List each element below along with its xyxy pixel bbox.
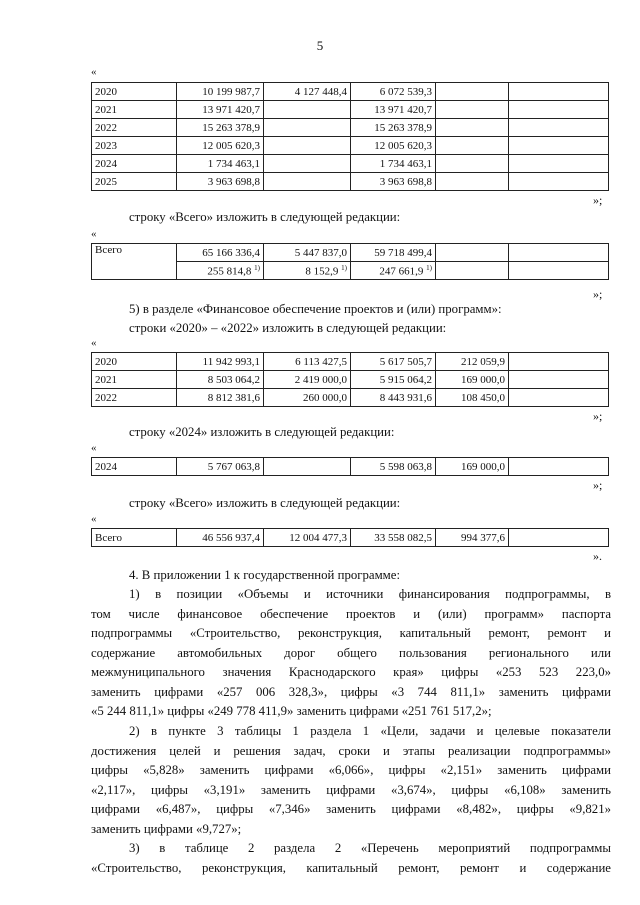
paragraph-line: межмуниципального значения Краснодарского края» цифры «253 523 223,0» [91,665,611,679]
table-total-2 [91,528,609,547]
table-cell: 46 556 937,4 [177,529,264,547]
table-cell: 13 971 420,7 [177,101,264,119]
footnote-mark: 1) [341,263,347,272]
cell-value: 247 661,9 [379,265,424,278]
row-label: Всего [92,529,177,547]
table-row [92,371,609,389]
open-quote: « [91,337,97,349]
table-cell [436,83,509,101]
table-cell [509,83,609,101]
table-cell [436,155,509,173]
paragraph-line: «2,117», цифры «3,191» заменить цифрами «3,674», цифры «6,108» заменить [91,782,611,797]
close-quote: »; [593,287,603,301]
row-label: 2025 [92,173,177,191]
table-row [92,119,609,137]
table-cell [264,458,351,476]
table-cell [509,371,609,389]
table-cell [436,262,509,280]
row-label: 2021 [92,371,177,389]
row-label: 2021 [92,101,177,119]
paragraph-line: «Строительство, реконструкция, капитальный ремонт, ремонт и содержание [91,860,611,875]
table-cell: 3 963 698,8 [177,173,264,191]
table-cell: 6 113 427,5 [264,353,351,371]
table-cell [509,389,609,407]
row-label: 2020 [92,353,177,371]
table-cell: 12 005 620,3 [177,137,264,155]
paragraph-1 [91,585,611,722]
open-quote: « [91,228,97,240]
paragraph-line: 2) в пункте 3 таблицы 1 раздела 1 «Цели, задачи и целевые показатели [129,724,611,738]
paragraph-line: заменить цифрами «257 006 328,3», цифры «3 744 811,1» заменить цифрами [91,684,611,699]
paragraph-line: подпрограммы «Строительство, реконструкция, капитальный ремонт, ремонт и [91,626,611,640]
table-cell: 5 617 505,7 [351,353,436,371]
footnote-mark: 1) [254,263,260,272]
table-cell: 5 915 064,2 [351,371,436,389]
table-row [92,389,609,407]
table-years-2020-2025 [91,82,609,191]
paragraph-line: 3) в таблице 2 раздела 2 «Перечень мероприятий подпрограммы [129,841,611,855]
paragraph-2 [91,722,611,839]
table-cell: Всего [92,244,177,280]
table-cell: 12 005 620,3 [351,137,436,155]
table-cell [509,262,609,280]
paragraph-line: содержание автомобильных дорог общего пользования регионального или [91,645,611,660]
table-cell [177,262,264,280]
table-cell: 12 004 477,3 [264,529,351,547]
table-cell: 15 263 378,9 [351,119,436,137]
table-year-2024 [91,457,609,476]
table-cell [436,101,509,119]
table-cell: 8 503 064,2 [177,371,264,389]
table-total [91,243,609,280]
table-cell: 59 718 499,4 [351,244,436,262]
table-cell: 6 072 539,3 [351,83,436,101]
paragraph-line: «5 244 811,1» цифры «249 778 411,9» заменить цифрами «251 761 517,2»; [91,704,492,718]
cell-value: 8 152,9 [305,265,339,278]
table-cell: 108 450,0 [436,389,509,407]
close-quote: ». [593,549,602,563]
table-cell [509,529,609,547]
paragraph-line: цифрами «6,487», цифры «7,346» заменить цифрами «8,482», цифры «9,821» [91,802,611,816]
row-label: 2023 [92,137,177,155]
table-cell [264,173,351,191]
table-cell: 1 734 463,1 [351,155,436,173]
table-row [92,101,609,119]
close-quote: »; [593,409,603,423]
table-cell: 10 199 987,7 [177,83,264,101]
paragraph-line: заменить цифрами «9,727»; [91,821,242,836]
table-cell [509,137,609,155]
table-cell [509,155,609,173]
paragraph-line: 1) в позиции «Объемы и источники финансирования подпрограммы, в [129,587,611,601]
row-label: 2022 [92,119,177,137]
page-number: 5 [316,38,324,53]
cell-value: 255 814,8 [207,265,252,278]
table-cell: 65 166 336,4 [177,244,264,262]
table-cell: 33 558 082,5 [351,529,436,547]
table-cell [509,119,609,137]
item-5-sub: строки «2020» – «2022» изложить в следующей редакции: [129,321,447,335]
table-cell [264,137,351,155]
paragraph-3 [91,839,611,878]
row-label: 2022 [92,389,177,407]
table-cell [264,119,351,137]
table-cell: 11 942 993,1 [177,353,264,371]
table-row [92,173,609,191]
table-row [92,244,609,262]
table-cell [436,173,509,191]
table-cell [436,137,509,155]
table-years-2020-2022 [91,352,609,407]
table-cell [264,262,351,280]
table-cell: 5 447 837,0 [264,244,351,262]
paragraph-line: достижения целей и решения задач, сроки и этапы реализации подпрограммы» [91,743,611,758]
table-cell: 260 000,0 [264,389,351,407]
table-cell [509,353,609,371]
table-row [92,353,609,371]
table-cell [436,244,509,262]
table-row [92,458,609,476]
table-cell [509,173,609,191]
table-cell: 5 767 063,8 [177,458,264,476]
table-row [92,155,609,173]
table-cell [264,101,351,119]
instruction-total-row-2: строку «Всего» изложить в следующей редакции: [129,496,401,510]
row-label: 2024 [92,155,177,173]
table-cell: 1 734 463,1 [177,155,264,173]
footnote-mark: 1) [426,263,432,272]
paragraph-line: том числе финансовое обеспечение проектов и (или) программ» паспорта [91,606,611,621]
table-cell: 8 443 931,6 [351,389,436,407]
open-quote: « [91,66,97,78]
table-cell [509,244,609,262]
table-cell: 212 059,9 [436,353,509,371]
table-cell: 169 000,0 [436,371,509,389]
table-cell: 8 812 381,6 [177,389,264,407]
table-cell: 169 000,0 [436,458,509,476]
table-cell [436,119,509,137]
table-cell: 994 377,6 [436,529,509,547]
table-cell: 5 598 063,8 [351,458,436,476]
table-cell: 15 263 378,9 [177,119,264,137]
open-quote: « [91,513,97,525]
table-cell: 13 971 420,7 [351,101,436,119]
instruction-2024-row: строку «2024» изложить в следующей редакции: [129,425,395,439]
table-cell [351,262,436,280]
instruction-total-row: строку «Всего» изложить в следующей редакции: [129,210,401,224]
table-cell [509,101,609,119]
table-cell: 2 419 000,0 [264,371,351,389]
section-4-heading: 4. В приложении 1 к государственной программе: [129,568,401,582]
table-row [92,137,609,155]
table-cell [264,155,351,173]
close-quote: »; [593,478,603,492]
table-cell: 4 127 448,4 [264,83,351,101]
row-label: 2020 [92,83,177,101]
table-row [92,83,609,101]
row-label: 2024 [92,458,177,476]
close-quote: »; [593,193,603,207]
table-cell [509,458,609,476]
paragraph-line: цифры «5,828» заменить цифрами «6,066», цифры «2,151» заменить цифрами [91,763,611,777]
table-row [92,529,609,547]
table-cell: 3 963 698,8 [351,173,436,191]
item-5: 5) в разделе «Финансовое обеспечение проектов и (или) программ»: [129,302,502,316]
open-quote: « [91,442,97,454]
